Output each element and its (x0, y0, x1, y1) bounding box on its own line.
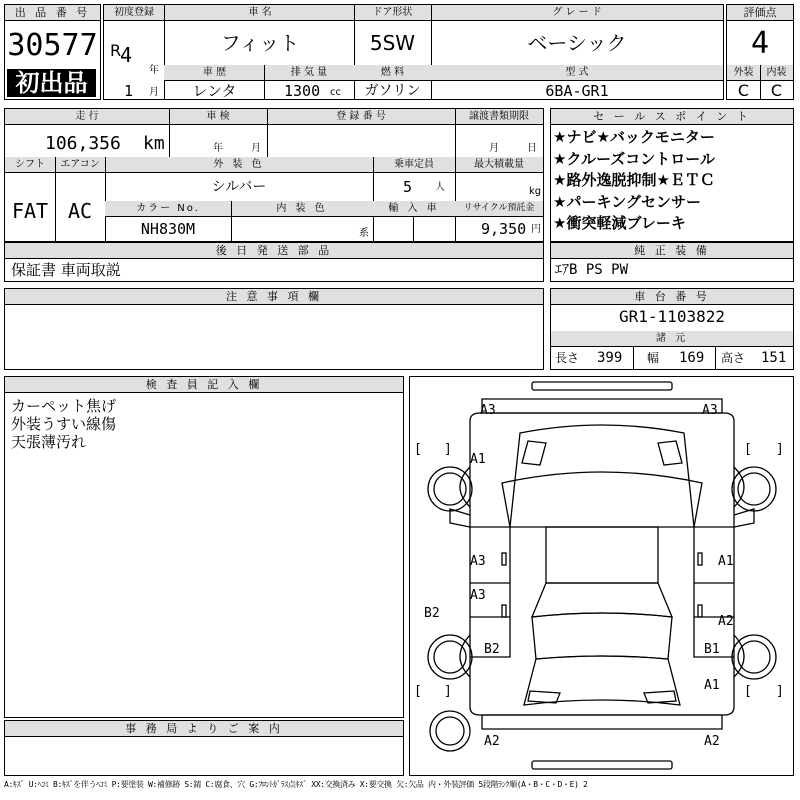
chassis-number: GR1-1103822 (619, 307, 725, 326)
damage-mark: A3 (470, 554, 486, 569)
damage-mark: A2 (718, 614, 734, 629)
door-label: ドア形状 (372, 7, 413, 18)
transfer-month-unit: 月 (489, 143, 499, 154)
damage-mark: A3 (470, 588, 486, 603)
length: 399 (597, 350, 623, 366)
inspection-month-unit: 月 (251, 143, 261, 154)
grade: ベーシック (527, 31, 627, 55)
listing-number: 30577 (7, 28, 98, 63)
recycle-fee: 9,350 (481, 220, 527, 238)
model-code: 6BA-GR1 (545, 82, 609, 100)
score-box (726, 4, 794, 100)
damage-mark: A3 (480, 403, 496, 418)
car-damage-diagram (410, 377, 793, 775)
width: 169 (679, 350, 705, 366)
max-load-unit: kg (529, 186, 542, 197)
standard-equipment-box (550, 242, 794, 282)
transfer-day-unit: 日 (527, 143, 537, 154)
office-label: 事 務 局 よ り ご 案 内 (5, 721, 403, 737)
bracket-mark: [ (414, 442, 422, 457)
score: 4 (750, 26, 770, 61)
door-type: 5SW (369, 31, 416, 55)
damage-mark: A1 (470, 452, 486, 467)
vehicle-info-table (4, 108, 544, 242)
bracket-mark: [ (744, 684, 752, 699)
inspector-notes (11, 397, 116, 451)
height: 151 (761, 350, 787, 366)
mileage-unit: km (143, 133, 165, 154)
history: レンタ (192, 82, 237, 100)
exterior-grade-label: 外装 (733, 67, 754, 78)
sales-points-label: セ ー ル ス ポ イ ン ト (551, 109, 793, 125)
era-letter: R (110, 41, 122, 60)
inspector-label: 検 査 員 記 入 欄 (5, 377, 403, 393)
aircon-label: エアコン (60, 159, 100, 170)
int-color-unit: 系 (359, 228, 369, 239)
import-label: 輸 入 車 (388, 203, 440, 214)
header-table (103, 4, 724, 100)
ext-color: シルバー (211, 179, 267, 195)
listing-number-label: 出 品 番 号 (5, 5, 100, 21)
first-reg-label: 初度登録 (114, 7, 154, 18)
standard-equipment-label: 純 正 装 備 (551, 243, 793, 259)
sales-points-list (553, 127, 793, 235)
bracket-mark: ] (444, 684, 452, 699)
reg-no-label: 登 録 番 号 (336, 111, 386, 122)
later-parts: 保証書 車両取説 (11, 261, 121, 279)
sales-point: ★クルーズコントロール (553, 149, 715, 168)
shift-label: シフト (15, 159, 45, 170)
sales-point: ★ナビ★バックモニター (553, 128, 715, 146)
later-parts-box (4, 242, 544, 282)
car-name-label: 車 名 (248, 7, 272, 18)
standard-equipment: ｴｱB PS PW (555, 262, 629, 278)
history-label: 車 歴 (202, 67, 227, 78)
damage-mark: B2 (484, 642, 500, 657)
legend: A:ｷｽﾞ U:ﾍｺﾐ B:ｷｽﾞを伴うﾍｺﾐ P:要塗装 W:補修跡 S:錆 C:腐食、穴 G:ﾌﾛﾝﾄｶﾞﾗｽ点ｷｽﾞ XX:交換済み X:要交換 欠:欠品 内・外装評価 5段階ﾗﾝｸ順(A・B・C・D・E) 2 (4, 780, 588, 789)
grade-label: グ レ ー ド (552, 7, 602, 18)
mileage: 106,356 (45, 133, 121, 154)
displacement-label: 排 気 量 (290, 67, 328, 78)
sales-point: ★パーキングセンサー (553, 192, 701, 211)
max-load-label: 最大積載量 (474, 159, 524, 170)
bracket-mark: [ (414, 684, 422, 699)
aircon: AC (67, 199, 93, 223)
color-no-label: カラー No. (136, 203, 200, 214)
damage-mark: B2 (424, 606, 440, 621)
bracket-mark: ] (776, 442, 784, 457)
displacement-unit: cc (330, 87, 341, 98)
damage-mark: A2 (704, 734, 720, 749)
width-label: 幅 (647, 351, 660, 365)
sales-points-box (550, 108, 794, 242)
damage-mark: A1 (704, 678, 720, 693)
transfer-deadline-label: 譲渡書類期限 (469, 111, 529, 122)
capacity-unit: 人 (435, 182, 445, 193)
damage-diagram-box (409, 376, 794, 776)
car-name: フィット (220, 31, 300, 55)
inspector-note: 天張薄汚れ (11, 433, 87, 451)
chassis-specs-box (550, 288, 794, 370)
bracket-mark: ] (444, 442, 452, 457)
damage-mark: A2 (484, 734, 500, 749)
color-no: NH830M (140, 220, 196, 238)
damage-mark: A1 (718, 554, 734, 569)
exterior-grade: C (737, 81, 750, 100)
inspector-note: カーペット焦げ (11, 397, 117, 415)
recycle-label: リサイクル預託金 (463, 203, 535, 213)
damage-mark: A3 (702, 403, 718, 418)
mileage-label: 走 行 (75, 111, 99, 122)
first-listing-badge: 初出品 (7, 69, 96, 97)
bracket-mark: [ (744, 442, 752, 457)
displacement: 1300 (284, 82, 321, 100)
specs-label: 諸 元 (655, 333, 689, 344)
first-reg-month-unit: 月 (149, 87, 159, 98)
score-label: 評価点 (727, 5, 793, 21)
inspection-year-unit: 年 (213, 143, 223, 154)
int-color-label: 内 装 色 (276, 203, 328, 214)
later-parts-label: 後 日 発 送 部 品 (5, 243, 543, 259)
sales-point: ★衝突軽減ブレーキ (553, 214, 686, 232)
height-label: 高さ (721, 351, 746, 365)
capacity: 5 (403, 178, 413, 196)
shift: FAT (11, 199, 49, 223)
damage-mark: B1 (704, 642, 720, 657)
first-reg-month: 1 (124, 82, 134, 100)
fuel-label: 燃 料 (380, 67, 405, 78)
interior-grade-label: 内装 (766, 67, 787, 78)
inspector-box (4, 376, 404, 718)
sales-point: ★路外逸脱抑制★ＥＴＣ (553, 171, 715, 189)
inspector-note: 外装うすい線傷 (11, 415, 117, 433)
first-reg-year-unit: 年 (149, 65, 159, 76)
bracket-mark: ] (776, 684, 784, 699)
office-box (4, 720, 404, 776)
inspection-label: 車 検 (206, 111, 230, 122)
fuel: ガソリン (364, 83, 421, 99)
capacity-label: 乗車定員 (394, 159, 434, 170)
ext-color-label: 外 装 色 (213, 159, 265, 170)
caution-label: 注 意 事 項 欄 (5, 289, 543, 305)
caution-box (4, 288, 544, 370)
first-reg-year: 4 (120, 43, 133, 67)
interior-grade: C (770, 81, 783, 100)
length-label: 長さ (555, 351, 580, 365)
model-code-label: 型 式 (565, 67, 589, 78)
chassis-label: 車 台 番 号 (551, 289, 793, 305)
recycle-unit: 円 (531, 224, 541, 235)
listing-number-box (4, 4, 101, 100)
